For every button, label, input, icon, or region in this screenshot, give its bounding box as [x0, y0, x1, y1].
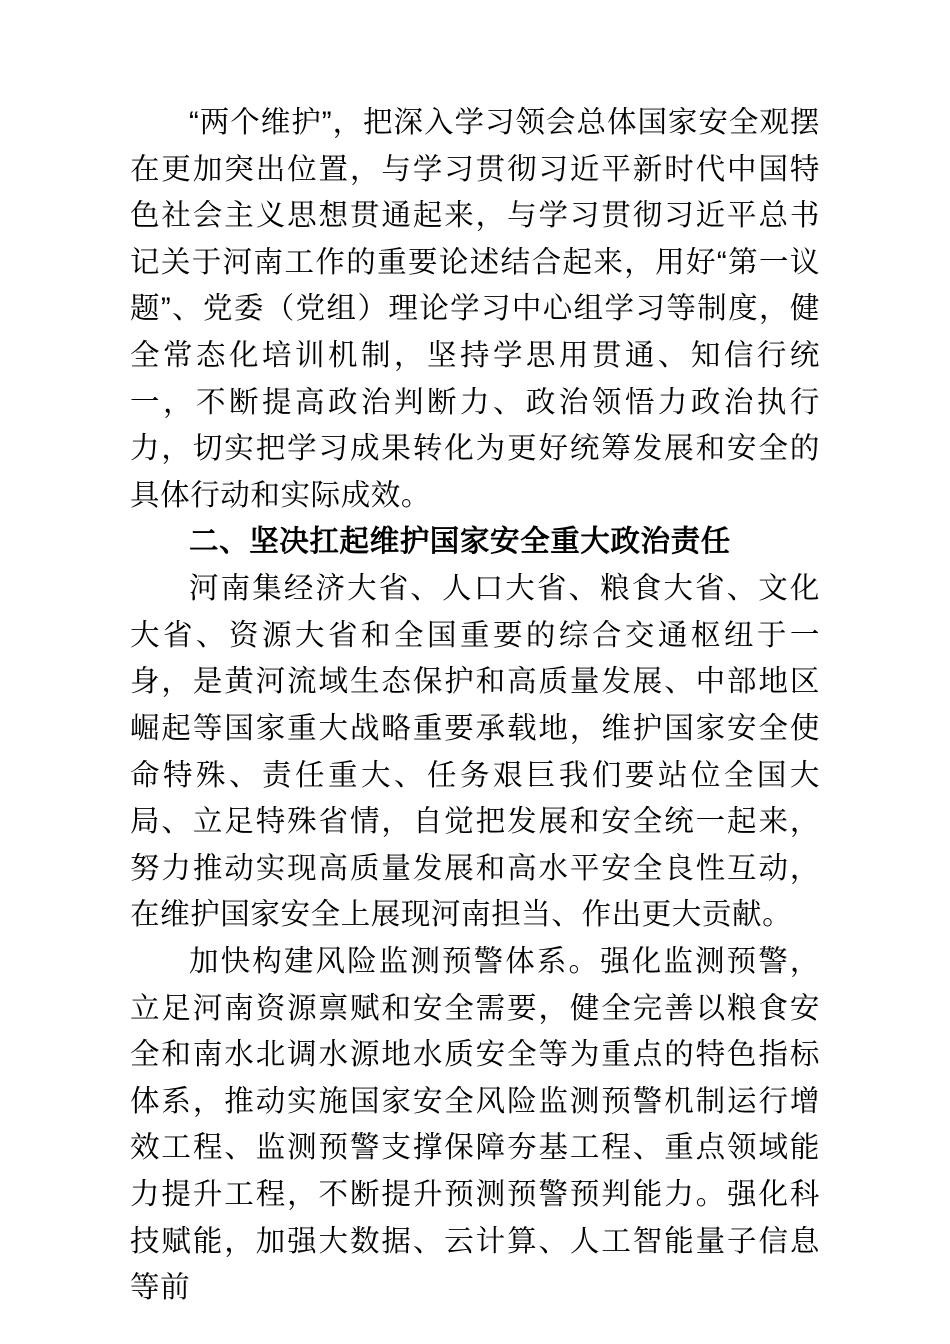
- paragraph-3: 加快构建风险监测预警体系。强化监测预警，立足河南资源禀赋和安全需要，健全完善以粮食安全和南水北调水源地水质安全等为重点的特色指标体系，推动实施国家安全风险监测预警机制运行增效工程、监测预警支撑保障夯基工程、重点领域能力提升工程，不断提升预测预警预判能力。强化科技赋能，加强大数据、云计算、人工智能量子信息等前: [130, 944, 820, 1305]
- section-heading-2: 二、坚决扛起维护国家安全重大政治责任: [189, 525, 731, 559]
- paragraph-2: 河南集经济大省、人口大省、粮食大省、文化大省、资源大省和全国重要的综合交通枢纽于一身，是黄河流域生态保护和高质量发展、中部地区崛起等国家重大战略重要承载地，维护国家安全使命特殊、责任重大、任务艰巨我们要站位全国大局、立足特殊省情，自觉把发展和安全统一起来，努力推动实现高质量发展和高水平安全良性互动，在维护国家安全上展现河南担当、作出更大贡献。: [130, 572, 820, 932]
- document-body: [130, 100, 820, 1312]
- paragraph-1: “两个维护”，把深入学习领会总体国家安全观摆在更加突出位置，与学习贯彻习近平新时代中国特色社会主义思想贯通起来，与学习贯彻习近平总书记关于河南工作的重要论述结合起来，用好“第一议题”、党委（党组）理论学习中心组学习等制度，健全常态化培训机制，坚持学思用贯通、知信行统一，不断提高政治判断力、政治领悟力政治执行力，切实把学习成果转化为更好统筹发展和安全的具体行动和实际成效。: [130, 106, 820, 512]
